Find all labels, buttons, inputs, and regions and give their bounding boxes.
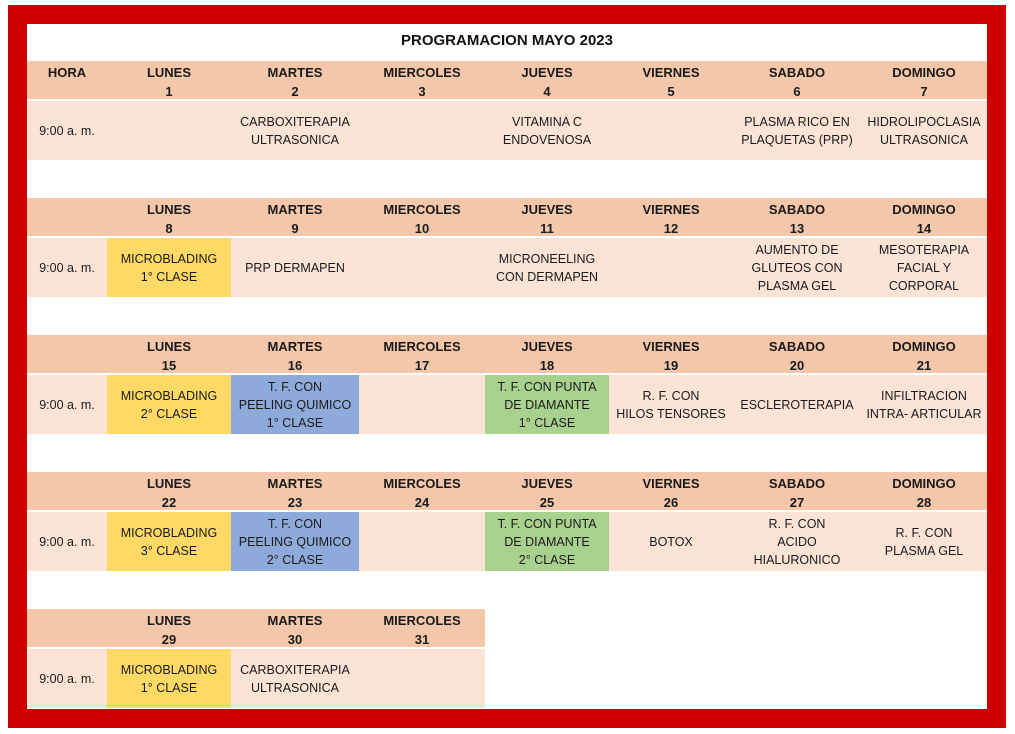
day-name: LUNES — [146, 476, 192, 491]
day-number: 10 — [414, 221, 430, 236]
day-name: DOMINGO — [892, 339, 956, 354]
event-cell — [359, 649, 485, 708]
day-number: 27 — [789, 495, 805, 510]
day-header — [609, 61, 733, 101]
hora-header — [27, 198, 107, 238]
day-name: LUNES — [146, 202, 192, 217]
day-name: MARTES — [267, 202, 323, 217]
day-name: JUEVES — [521, 202, 573, 217]
day-name: LUNES — [146, 339, 192, 354]
event-cell: T. F. CON PUNTA DE DIAMANTE 2° CLASE — [485, 512, 609, 571]
day-header — [231, 335, 359, 375]
day-header — [231, 61, 359, 101]
day-name: SABADO — [768, 339, 826, 354]
day-number: 20 — [789, 358, 805, 373]
schedule-row — [27, 101, 987, 160]
time-cell: 9:00 a. m. — [39, 671, 95, 686]
event-cell: CARBOXITERAPIA ULTRASONICA — [240, 662, 350, 695]
week-block — [27, 335, 987, 434]
day-header — [359, 609, 485, 649]
event-cell: CARBOXITERAPIA ULTRASONICA — [240, 114, 350, 147]
day-header — [359, 198, 485, 238]
day-header — [107, 335, 231, 375]
day-number: 22 — [161, 495, 177, 510]
day-name: MARTES — [267, 613, 323, 628]
event-cell: PRP DERMAPEN — [245, 260, 345, 275]
day-name: DOMINGO — [892, 202, 956, 217]
day-name: SABADO — [768, 476, 826, 491]
hora-header — [27, 609, 107, 649]
day-header — [485, 472, 609, 512]
day-header — [861, 472, 987, 512]
day-number: 23 — [287, 495, 303, 510]
day-header — [107, 609, 231, 649]
day-number: 24 — [414, 495, 430, 510]
day-header — [485, 61, 609, 101]
week-header-row — [27, 335, 987, 373]
day-header — [733, 61, 861, 101]
day-number: 21 — [916, 358, 932, 373]
event-cell: R. F. CON PLASMA GEL — [884, 525, 964, 558]
day-header — [359, 335, 485, 375]
day-name: VIERNES — [642, 202, 700, 217]
event-cell: HIDROLIPOCLASIA ULTRASONICA — [867, 114, 981, 147]
day-number: 3 — [418, 84, 426, 99]
hora-header: HORA — [47, 65, 87, 80]
event-cell: MICROBLADING 1° CLASE — [107, 238, 231, 297]
day-name: JUEVES — [521, 476, 573, 491]
week-header-row — [27, 61, 987, 99]
day-name: MARTES — [267, 65, 323, 80]
day-header — [733, 472, 861, 512]
schedule-row — [27, 375, 987, 434]
event-cell: VITAMINA C ENDOVENOSA — [502, 114, 592, 147]
schedule-sheet — [27, 24, 987, 709]
event-cell: PLASMA RICO EN PLAQUETAS (PRP) — [741, 114, 853, 147]
day-name: SABADO — [768, 65, 826, 80]
day-header — [609, 335, 733, 375]
day-name: LUNES — [146, 613, 192, 628]
day-number: 12 — [663, 221, 679, 236]
event-cell: R. F. CON HILOS TENSORES — [616, 388, 726, 421]
day-number: 18 — [539, 358, 555, 373]
event-cell: T. F. CON PEELING QUIMICO 2° CLASE — [231, 512, 359, 571]
day-header — [485, 335, 609, 375]
event-cell — [609, 101, 733, 160]
day-name: JUEVES — [521, 339, 573, 354]
schedule-row — [27, 238, 987, 297]
week-header-row — [27, 198, 987, 236]
day-name: MIERCOLES — [383, 339, 461, 354]
week-header-row — [27, 472, 987, 510]
time-cell: 9:00 a. m. — [39, 397, 95, 412]
day-name: MARTES — [267, 339, 323, 354]
day-header — [231, 198, 359, 238]
time-cell: 9:00 a. m. — [39, 534, 95, 549]
day-header — [359, 472, 485, 512]
day-header — [861, 335, 987, 375]
schedule-row — [27, 512, 987, 571]
week-block — [27, 609, 987, 708]
event-cell: BOTOX — [649, 534, 693, 549]
day-header — [861, 61, 987, 101]
day-name: VIERNES — [642, 65, 700, 80]
day-header — [359, 61, 485, 101]
day-number: 14 — [916, 221, 932, 236]
event-cell — [359, 101, 485, 160]
day-number: 15 — [161, 358, 177, 373]
event-cell: T. F. CON PEELING QUIMICO 1° CLASE — [231, 375, 359, 434]
day-number: 29 — [161, 632, 177, 647]
day-number: 19 — [663, 358, 679, 373]
week-block — [27, 472, 987, 571]
day-header — [107, 472, 231, 512]
day-name: MIERCOLES — [383, 613, 461, 628]
event-cell: MICRONEELING CON DERMAPEN — [495, 251, 599, 284]
day-number: 11 — [540, 221, 554, 236]
event-cell: MICROBLADING 2° CLASE — [107, 375, 231, 434]
event-cell — [107, 101, 231, 160]
day-number: 1 — [165, 84, 173, 99]
day-header — [231, 472, 359, 512]
event-cell: MICROBLADING 3° CLASE — [107, 512, 231, 571]
day-name: SABADO — [768, 202, 826, 217]
day-number: 16 — [287, 358, 303, 373]
day-header — [733, 335, 861, 375]
time-cell: 9:00 a. m. — [39, 123, 95, 138]
day-number: 30 — [287, 632, 303, 647]
event-cell — [609, 238, 733, 297]
day-header — [107, 61, 231, 101]
day-number: 8 — [165, 221, 173, 236]
day-number: 9 — [291, 221, 299, 236]
event-cell: AUMENTO DE GLUTEOS CON PLASMA GEL — [751, 242, 843, 293]
event-cell: INFILTRACION INTRA- ARTICULAR — [866, 388, 982, 421]
day-number: 25 — [539, 495, 555, 510]
day-name: MIERCOLES — [383, 476, 461, 491]
day-number: 6 — [793, 84, 801, 99]
day-header — [733, 198, 861, 238]
day-name: MIERCOLES — [383, 202, 461, 217]
day-number: 5 — [667, 84, 675, 99]
event-cell: R. F. CON ACIDO HIALURONICO — [753, 516, 841, 567]
day-name: VIERNES — [642, 476, 700, 491]
week-block — [27, 61, 987, 160]
day-name: DOMINGO — [892, 65, 956, 80]
event-cell — [359, 375, 485, 434]
day-header — [485, 198, 609, 238]
week-block — [27, 198, 987, 297]
event-cell — [359, 512, 485, 571]
day-number: 31 — [414, 632, 430, 647]
day-name: MARTES — [267, 476, 323, 491]
day-header — [609, 198, 733, 238]
hora-header — [27, 335, 107, 375]
event-cell — [359, 238, 485, 297]
schedule-row — [27, 649, 485, 708]
hora-header — [27, 472, 107, 512]
day-number: 13 — [789, 221, 805, 236]
page-title: PROGRAMACION MAYO 2023 — [401, 32, 613, 49]
event-cell: ESCLEROTERAPIA — [740, 397, 854, 412]
event-cell: MESOTERAPIA FACIAL Y CORPORAL — [878, 242, 970, 293]
week-header-row — [27, 609, 485, 647]
day-number: 7 — [920, 84, 928, 99]
day-header — [231, 609, 359, 649]
day-number: 4 — [543, 84, 551, 99]
day-number: 26 — [663, 495, 679, 510]
day-name: LUNES — [146, 65, 192, 80]
day-header — [609, 472, 733, 512]
time-cell: 9:00 a. m. — [39, 260, 95, 275]
day-number: 2 — [291, 84, 299, 99]
day-header — [107, 198, 231, 238]
day-name: MIERCOLES — [383, 65, 461, 80]
event-cell: T. F. CON PUNTA DE DIAMANTE 1° CLASE — [485, 375, 609, 434]
day-name: DOMINGO — [892, 476, 956, 491]
day-name: VIERNES — [642, 339, 700, 354]
day-header — [861, 198, 987, 238]
event-cell: MICROBLADING 1° CLASE — [107, 649, 231, 708]
day-number: 28 — [916, 495, 932, 510]
day-number: 17 — [414, 358, 430, 373]
day-name: JUEVES — [521, 65, 573, 80]
